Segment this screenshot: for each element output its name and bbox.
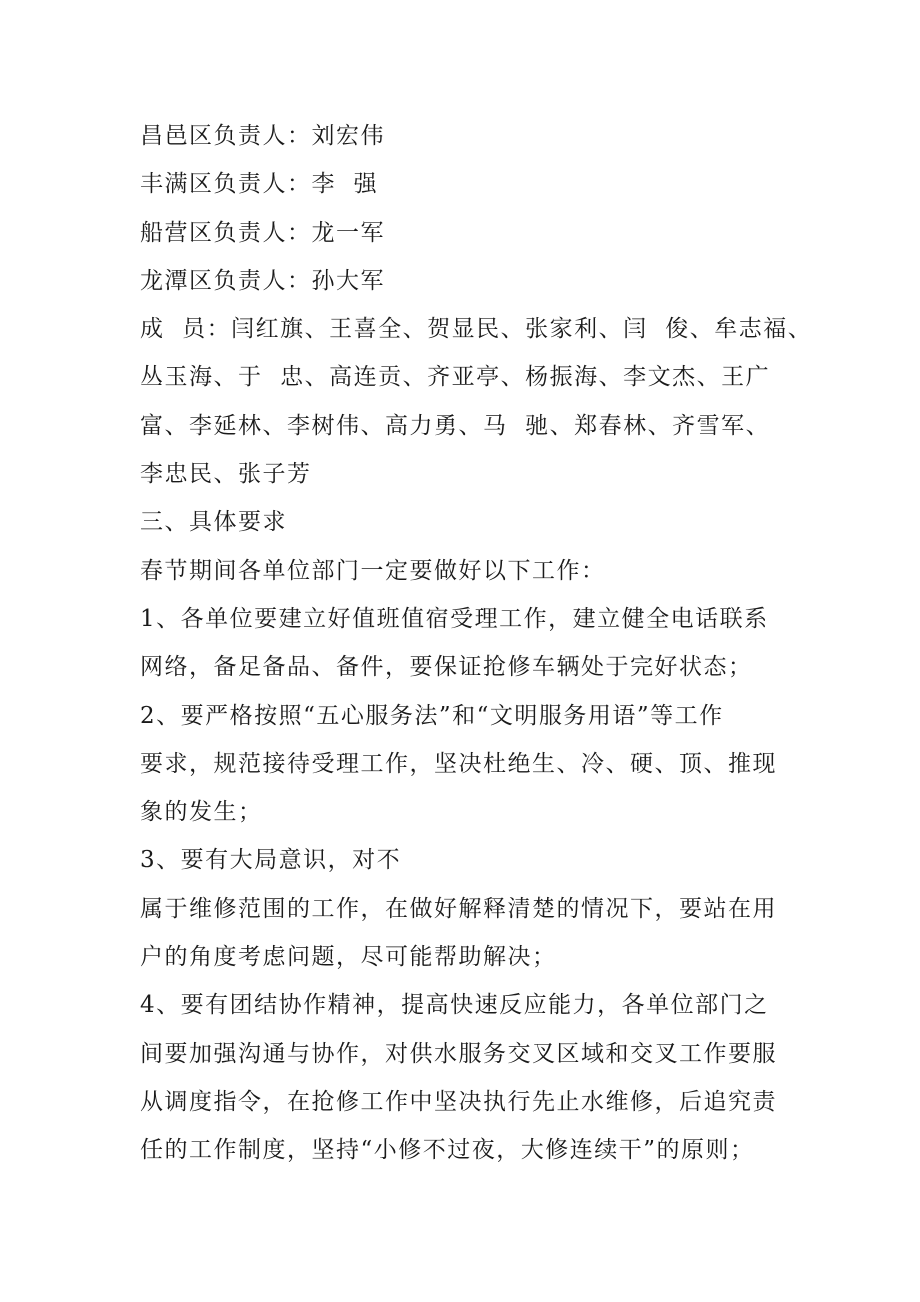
text-line: 春节期间各单位部门一定要做好以下工作：: [140, 557, 606, 584]
text-line: 李忠民、张子芳: [140, 461, 312, 488]
text-line: 象的发生；: [140, 799, 263, 826]
text-line: 富、李延林、李树伟、高力勇、马 驰、郑春林、齐雪军、: [140, 412, 771, 439]
text-line: 龙潭区负责人：孙大军: [140, 267, 385, 294]
text-line: 成 员：闫红旗、王喜全、贺显民、张家利、闫 俊、牟志福、: [140, 316, 813, 343]
text-line: 要求，规范接待受理工作，坚决杜绝生、冷、硬、顶、推现: [140, 750, 777, 777]
text-line: 间要加强沟通与协作，对供水服务交叉区域和交叉工作要服: [140, 1040, 777, 1067]
text-line: 任的工作制度，坚持“小修不过夜，大修连续干”的原则；: [140, 1137, 755, 1164]
text-line: 船营区负责人：龙一军: [140, 219, 385, 246]
text-line: 丛玉海、于 忠、高连贡、齐亚亭、杨振海、李文杰、王广: [140, 364, 771, 391]
text-line: 3、要有大局意识，对不: [140, 847, 402, 874]
text-line: 属于维修范围的工作，在做好解释清楚的情况下，要站在用: [140, 895, 777, 922]
text-line: 网络，备足备品、备件，要保证抢修车辆处于完好状态；: [140, 654, 753, 681]
text-line: 从调度指令，在抢修工作中坚决执行先止水维修，后追究责: [140, 1088, 777, 1115]
text-line: 昌邑区负责人：刘宏伟: [140, 123, 385, 149]
text-line: 丰满区负责人：李 强: [140, 171, 379, 198]
document-body: [140, 112, 813, 1175]
text-line: 2、要严格按照“五心服务法”和“文明服务用语”等工作: [140, 702, 724, 729]
text-line: 4、要有团结协作精神，提高快速反应能力，各单位部门之: [140, 992, 769, 1019]
text-line: 1、各单位要建立好值班值宿受理工作，建立健全电话联系: [140, 605, 769, 632]
section-heading: 三、具体要求: [140, 509, 287, 536]
text-line: 户的角度考虑问题，尽可能帮助解决；: [140, 944, 557, 971]
